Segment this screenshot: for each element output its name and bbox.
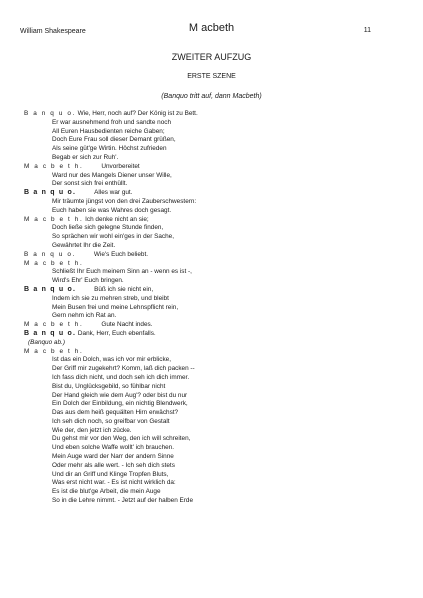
speaker-name: B a n q u o. <box>24 189 77 197</box>
speaker-name: M a c b e t h. <box>24 215 84 223</box>
verse-line: Oder mehr als alle wert. - Ich seh dich stets <box>52 461 175 469</box>
dialogue-text: Unvorbereitet <box>101 162 140 170</box>
verse-line: Ich fass dich nicht, und doch seh ich dich immer. <box>52 373 190 381</box>
script-line <box>24 286 384 295</box>
verse-line: All Euren Hausbedienten reiche Gaben; <box>52 127 165 135</box>
verse-line: So in die Lehre nimmt. - Jetzt auf der halben Erde <box>52 497 194 505</box>
speaker-name: M a c b e t h. <box>24 259 84 267</box>
act-heading: ZWEITER AUFZUG <box>171 52 252 62</box>
speaker-name: B a n q u o. <box>24 285 77 293</box>
verse-line: Gern nehm ich Rat an. <box>52 312 117 320</box>
verse-line: Wird's Ehr' Euch bringen. <box>52 277 124 285</box>
speaker-name: M a c b e t h. <box>24 321 84 329</box>
dialogue-text: Dank, Herr, Euch ebenfalls. <box>76 329 156 337</box>
speaker-name: M a c b e t h. <box>24 162 84 170</box>
verse-line: Indem ich sie zu mehren streb, und bleibt <box>52 294 169 302</box>
stage-direction: (Banquo tritt auf, dann Macbeth) <box>161 93 262 100</box>
verse-line: Gewährtet Ihr die Zeit. <box>52 241 116 249</box>
verse-line: Bist du, Unglücksgebild, so fühlbar nicht <box>52 382 166 390</box>
script-line <box>24 216 384 225</box>
dialogue-text: Wie, Herr, noch auf? Der König ist zu Bett. <box>75 110 198 117</box>
verse-line: Schließt Ihr Euch meinem Sinn an - wenn es ist -, <box>52 268 192 276</box>
exit-direction: (Banquo ab.) <box>28 338 65 346</box>
verse-line: Es ist die blut'ge Arbeit, die mein Auge <box>52 488 161 496</box>
speaker-name: B a n q u o. <box>24 329 77 337</box>
speaker-name: M a c b e t h. <box>24 347 84 355</box>
script-line <box>24 330 384 339</box>
verse-line: Begab er sich zur Ruh'. <box>52 153 119 161</box>
verse-line: Das aus dem heiß gequälten Hirn erwächst? <box>52 409 179 417</box>
script-line <box>24 110 384 119</box>
verse-line: Mein Auge ward der Narr der andern Sinne <box>52 453 174 461</box>
speaker-name: B a n q u o. <box>24 250 76 258</box>
speaker-name: B a n q u o. <box>24 110 76 117</box>
verse-line: Der Hand gleich wie dem Aug'? oder bist du nur <box>52 391 188 399</box>
script-line <box>24 321 384 330</box>
verse-line: Euch haben sie was Wahres doch gesagt. <box>52 206 172 214</box>
verse-line: Er war ausnehmend froh und sandte noch <box>52 118 172 126</box>
script-body <box>24 110 384 506</box>
author-name: William Shakespeare <box>20 28 86 35</box>
verse-line: Und eben solche Waffe wollt' ich brauchen. <box>52 444 175 452</box>
script-line <box>24 189 384 198</box>
dialogue-text: Gute Nacht indes. <box>101 321 153 329</box>
verse-line: Und dir an Griff und Klinge Tropfen Bluts, <box>52 470 169 478</box>
verse-line: Der Griff mir zugekehrt? Komm, laß dich packen -- <box>52 365 195 373</box>
dialogue-text: Ich denke nicht an sie; <box>83 215 149 223</box>
script-line <box>24 163 384 172</box>
verse-line: Mein Busen frei und meine Lehnspflicht rein, <box>52 303 179 311</box>
scene-heading: ERSTE SZENE <box>187 73 236 80</box>
dialogue-text: Büß ich sie nicht ein, <box>94 285 154 293</box>
verse-line: Wie der, den jetzt ich zücke. <box>52 426 132 434</box>
script-line <box>24 260 384 269</box>
dialogue-text: Wie's Euch beliebt. <box>93 250 149 258</box>
verse-line: Ward nur des Mangels Diener unser Wille, <box>52 171 172 179</box>
verse-line: Doch Eure Frau soll dieser Demant grüßen, <box>52 136 176 144</box>
verse-line: Was erst nicht war. - Es ist nicht wirklich da: <box>52 479 176 487</box>
verse-line: Ein Dolch der Einbildung, ein nichtig Blendwerk, <box>52 400 188 408</box>
script-line <box>24 251 384 260</box>
verse-line: Als seine güt'ge Wirtin. Höchst zufrieden <box>52 145 167 153</box>
verse-line: Der sonst sich frei enthüllt. <box>52 180 128 188</box>
script-line <box>24 348 384 357</box>
verse-line: So sprächen wir wohl ein'ges in der Sache, <box>52 233 174 241</box>
verse-line: Du gehst mir vor den Weg, den ich will schreiten, <box>52 435 191 443</box>
verse-line: Ist das ein Dolch, was ich vor mir erblicke, <box>52 356 171 364</box>
verse-line: Ich seh dich noch, so greifbar von Gestalt <box>52 417 170 425</box>
work-title: M acbeth <box>188 22 235 34</box>
verse-line: Mir träumte jüngst von den drei Zauberschwestern: <box>52 197 197 205</box>
dialogue-text: Alles war gut. <box>94 189 133 197</box>
verse-line: Doch ließe sich gelegne Stunde finden, <box>52 224 164 232</box>
page-number: 11 <box>363 27 371 34</box>
